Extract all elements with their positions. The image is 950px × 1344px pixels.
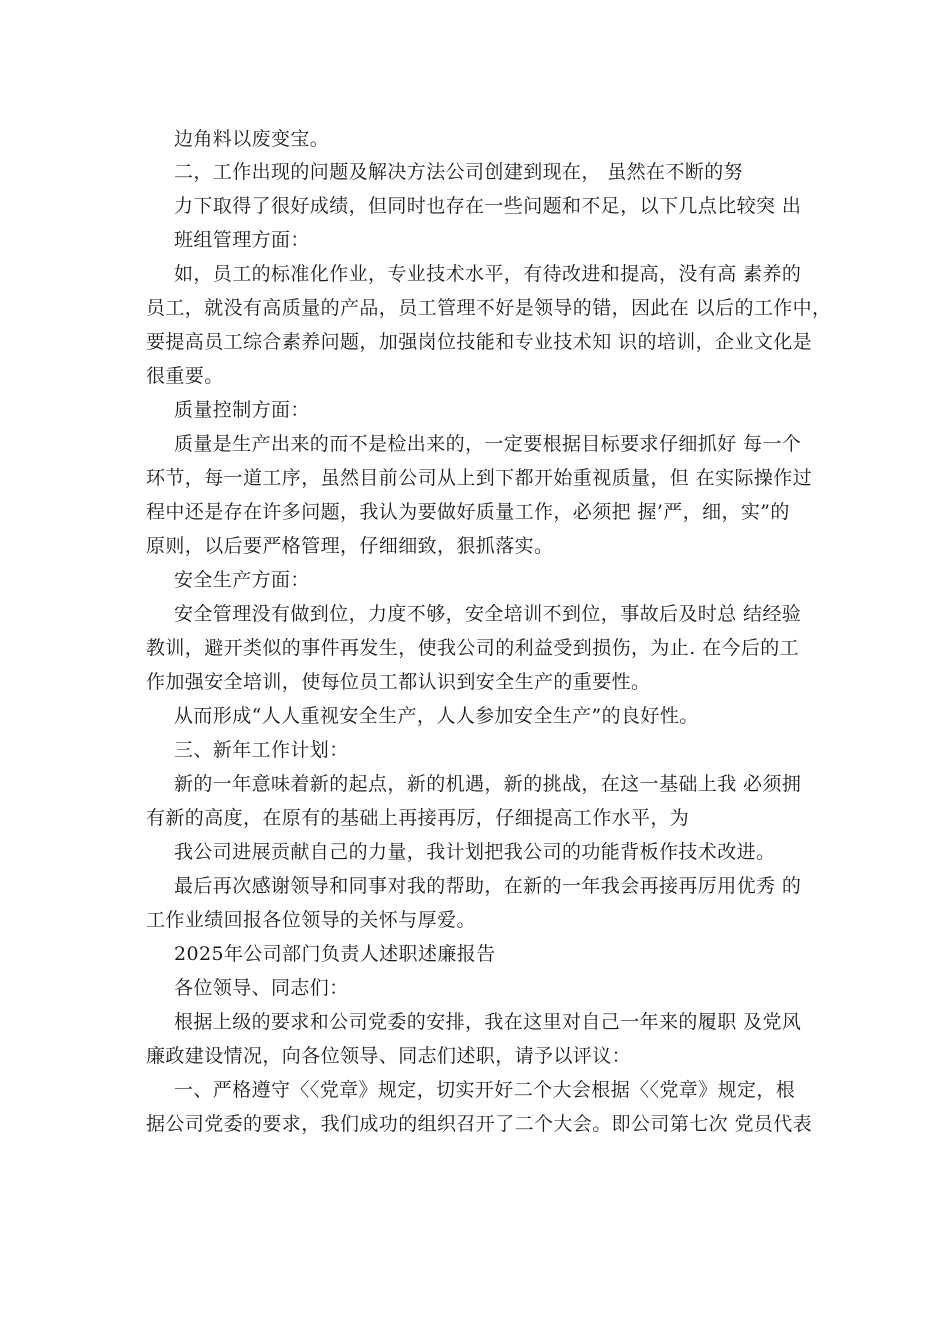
- subheading: 安全生产方面：: [174, 569, 310, 591]
- section-heading: 二，工作出现的问题及解决方法公司创建到现在， 虽然在不断的努: [174, 161, 744, 183]
- section-heading: 一、严格遵守〈〈党章》规定，切实开好二个大会根据〈〈党章》规定，根: [174, 1079, 796, 1101]
- text-line: 程中还是存在许多问题，我认为要做好质量工作，必须把 握’严，细，实”的: [146, 501, 790, 523]
- section-heading: 三、新年工作计划：: [174, 739, 349, 761]
- salutation: 各位领导、同志们：: [174, 977, 349, 999]
- report-title: 2025年公司部门负责人述职述廉报告: [174, 943, 496, 965]
- text-line: 教训，避开类似的事件再发生，使我公司的利益受到损伤，为止. 在今后的工: [146, 637, 800, 659]
- text-line: 有新的高度，在原有的基础上再接再厉，仔细提高工作水平，为: [146, 807, 690, 829]
- text-line: 根据上级的要求和公司党委的安排，我在这里对自己一年来的履职 及党风: [174, 1011, 802, 1033]
- text-line: 作加强安全培训，使每位员工都认识到安全生产的重要性。: [146, 671, 651, 693]
- text-line: 工作业绩回报各位领导的关怀与厚爱。: [146, 909, 476, 931]
- text-line: 据公司党委的要求，我们成功的组织召开了二个大会。即公司第七次 党员代表: [146, 1113, 813, 1135]
- subheading: 质量控制方面：: [174, 399, 310, 421]
- text-line: 要提高员工综合素养问题，加强岗位技能和专业技术知 识的培训，企业文化是: [146, 331, 813, 353]
- text-line: 最后再次感谢领导和同事对我的帮助，在新的一年我会再接再厉用优秀 的: [174, 875, 802, 897]
- text-line: 廉政建设情况，向各位领导、同志们述职，请予以评议：: [146, 1045, 632, 1067]
- text-line: 边角料以废变宝。: [174, 128, 330, 150]
- text-line: 原则，以后要严格管理，仔细细致，狠抓落实。: [146, 535, 554, 557]
- text-line: 如，员工的标准化作业，专业技术水平，有待改进和提高，没有高 素养的: [174, 263, 802, 285]
- text-line: 新的一年意味着新的起点，新的机遇，新的挑战，在这一基础上我 必须拥: [174, 773, 802, 795]
- subheading: 班组管理方面：: [174, 229, 310, 251]
- text-line: 很重要。: [146, 365, 224, 387]
- text-line: 安全管理没有做到位，力度不够，安全培训不到位，事故后及时总 结经验: [174, 603, 802, 625]
- text-line: 环节，每一道工序，虽然目前公司从上到下都开始重视质量，但 在实际操作过: [146, 467, 813, 489]
- text-line: 力下取得了很好成绩，但同时也存在一些问题和不足，以下几点比较突 出: [174, 195, 802, 217]
- text-line: 我公司进展贡献自己的力量，我计划把我公司的功能背板作技术改进。: [174, 841, 776, 863]
- text-line: 质量是生产出来的而不是检出来的，一定要根据目标要求仔细抓好 每一个: [174, 433, 802, 455]
- text-line: 员工，就没有高质量的产品，员工管理不好是领导的错，因此在 以后的工作中，: [146, 297, 832, 319]
- text-line: 从而形成“人人重视安全生产，人人参加安全生产”的良好性。: [174, 705, 699, 727]
